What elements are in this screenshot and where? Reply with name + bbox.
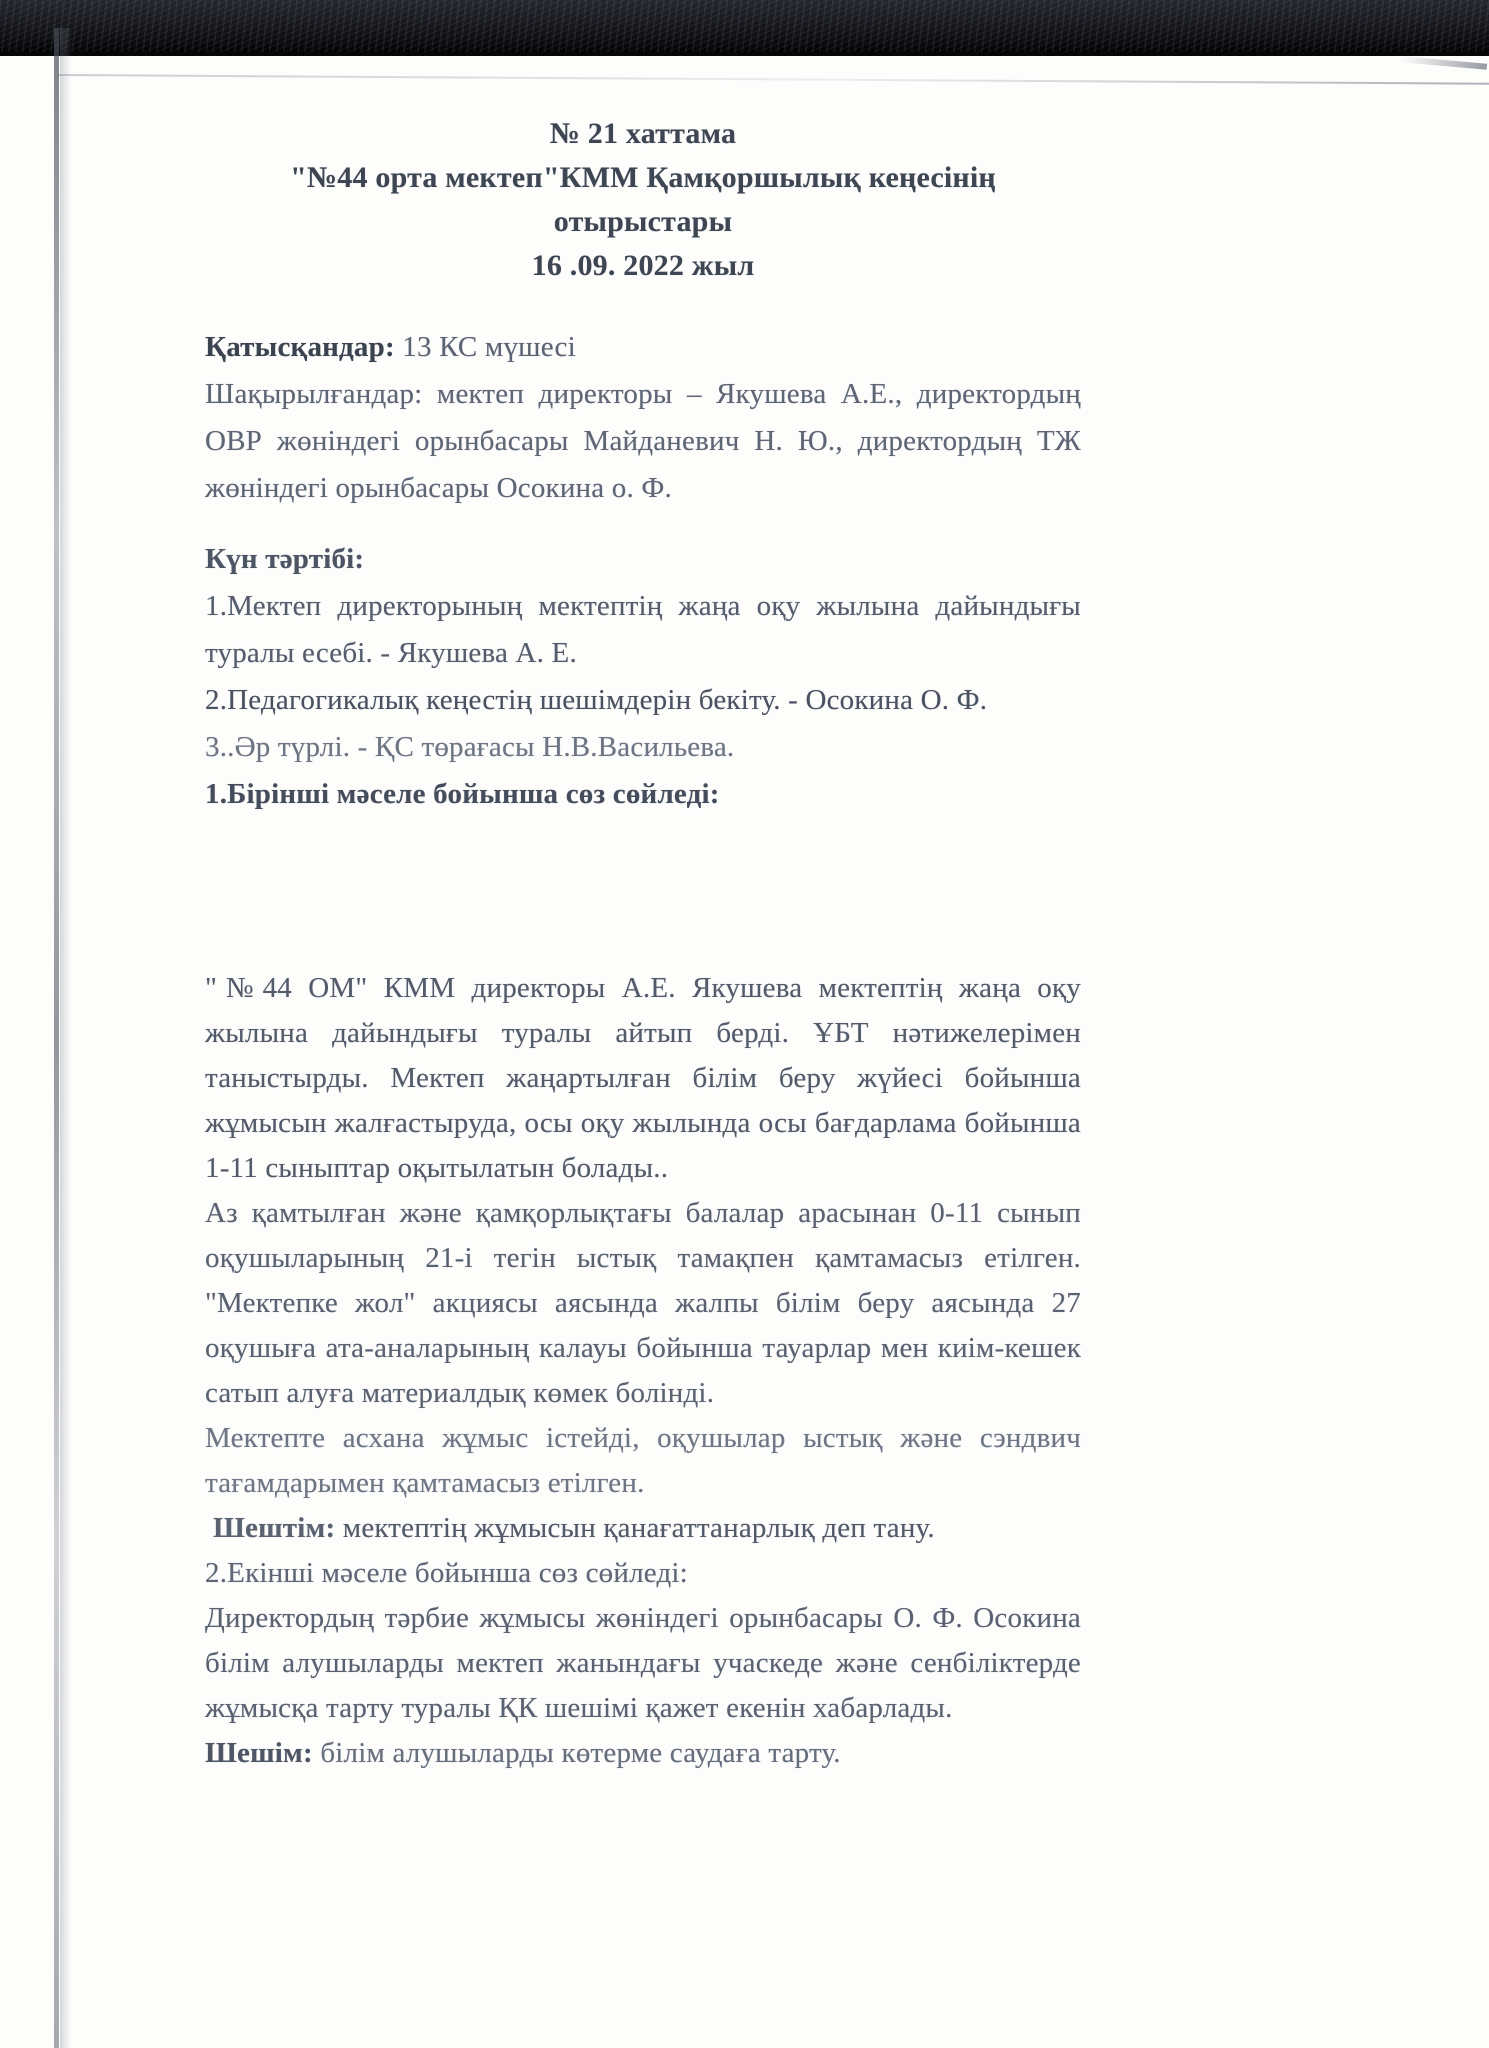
participants-block bbox=[205, 324, 1081, 512]
scanner-top-band bbox=[0, 0, 1489, 56]
title-line-protocol-number: № 21 хаттама bbox=[549, 117, 737, 150]
invited-paragraph: Шақырылғандар: мектеп директоры – Якушева А.Е., директордың ОВР жөніндегі орынбасары Майданевич Н. Ю., директордың ТЖ жөніндегі орынбасары Осокина о. Ф. bbox=[205, 378, 1081, 504]
participants-value: 13 КС мүшесі bbox=[402, 331, 576, 363]
section1-paragraph-2: Аз қамтылған және қамқорлықтағы балалар арасынан 0-11 сынып оқушыларының 21-і тегін ыстық тамақпен қамтамасыз етілген. "Мектепке жол" акциясы аясында жалпы білім беру аясында 27 оқушыға ата-аналарының калауы бойынша тауарлар мен киім-кешек сатып алуға материалдық көмек болінді. bbox=[205, 1197, 1081, 1409]
section1-body bbox=[205, 966, 1081, 1551]
scan-left-streak-soft bbox=[60, 28, 72, 2048]
agenda-heading: Күн тәртібі: bbox=[205, 543, 365, 575]
section1-decision-text: мектептің жұмысын қанағаттанарлық деп тану. bbox=[342, 1512, 935, 1544]
scan-left-streak bbox=[54, 28, 59, 2048]
paper-top-edge-shadow bbox=[58, 74, 1489, 85]
section2-body bbox=[205, 1551, 1081, 1776]
title-line-date: 16 .09. 2022 жыл bbox=[531, 249, 755, 282]
section1-paragraph-3: Мектепте асхана жұмыс істейді, оқушылар ыстық және сэндвич тағамдарымен қамтамасыз етілген. bbox=[205, 1422, 1081, 1499]
section2-heading: 2.Екінші мәселе бойынша сөз сөйледі: bbox=[205, 1557, 688, 1589]
document-body bbox=[205, 112, 1081, 1776]
document-title bbox=[205, 112, 1081, 288]
section1-paragraph-1: "№44 ОМ" КММ директоры А.Е. Якушева мектептің жаңа оқу жылына дайындығы туралы айтып берді. ҰБТ нәтижелерімен таныстырды. Мектеп жаңартылған білім беру жүйесі бойынша жұмысын жалғастыруда, осы оқу жылында осы бағдарлама бойынша 1-11 сыныптар оқытылатын болады.. bbox=[205, 972, 1081, 1184]
section2-decision-label: Шешім: bbox=[205, 1737, 313, 1769]
section1-heading: 1.Бірінші мәселе бойынша сөз сөйледі: bbox=[205, 778, 720, 810]
paper-top-right-edge bbox=[1401, 56, 1487, 69]
section2-decision-line bbox=[205, 1731, 1081, 1776]
agenda-item: 2.Педагогикалық кеңестің шешімдерін бекіту. - Осокина О. Ф. bbox=[205, 684, 988, 716]
agenda-block bbox=[205, 536, 1081, 771]
agenda-item: 3..Әр түрлі. - ҚС төрағасы Н.В.Васильева. bbox=[205, 731, 735, 763]
section1-decision-label: Шештім: bbox=[213, 1512, 336, 1544]
participants-label: Қатысқандар: bbox=[205, 331, 395, 363]
title-line-organization: "№44 орта мектеп"КММ Қамқоршылық кеңесінің отырыстары bbox=[290, 161, 996, 238]
agenda-item: 1.Мектеп директорының мектептің жаңа оқу жылына дайындығы туралы есебі. - Якушева А. Е. bbox=[205, 590, 1081, 669]
participants-line bbox=[205, 324, 1081, 371]
section2-paragraph-1: Директордың тәрбие жұмысы жөніндегі орынбасары О. Ф. Осокина білім алушыларды мектеп жанындағы учаскеде және сенбіліктерде жұмысқа тарту туралы ҚК шешімі қажет екенін хабарлады. bbox=[205, 1602, 1081, 1724]
section2-decision-text: білім алушыларды көтерме саудаға тарту. bbox=[320, 1737, 841, 1769]
section1-decision-line bbox=[205, 1506, 1081, 1551]
